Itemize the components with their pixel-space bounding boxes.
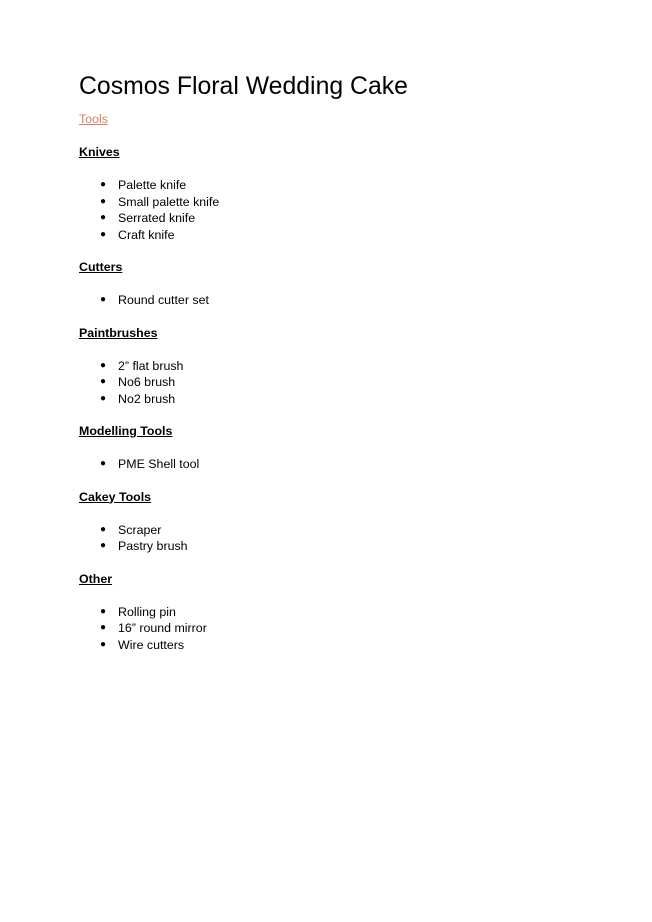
bullet-icon: ●	[100, 359, 107, 371]
item-label: Palette knife	[118, 178, 187, 192]
item-label: Pastry brush	[118, 539, 188, 553]
list-item	[79, 456, 579, 473]
list-item	[79, 227, 579, 244]
item-label: PME Shell tool	[118, 457, 200, 471]
item-label: Scraper	[118, 522, 162, 537]
section-heading: Cakey Tools	[79, 489, 152, 504]
section-cutters	[79, 259, 579, 309]
item-label: No6 brush	[118, 375, 176, 389]
section-heading: Other	[79, 571, 113, 586]
bullet-icon: ●	[100, 294, 107, 305]
list-item	[79, 292, 579, 309]
list-item	[79, 620, 579, 637]
section-other	[79, 571, 579, 654]
bullet-icon: ●	[100, 523, 107, 535]
section-heading: Modelling Tools	[79, 424, 173, 438]
list-item	[79, 358, 579, 375]
bullet-icon: ●	[100, 392, 107, 404]
section-cakey-tools	[79, 489, 579, 555]
section-heading: Cutters	[79, 260, 123, 274]
tools-heading: Tools	[79, 112, 108, 126]
item-list	[79, 456, 579, 473]
bullet-icon: ●	[100, 605, 107, 617]
item-label: Serrated knife	[118, 211, 196, 225]
section-heading: Paintbrushes	[79, 325, 158, 340]
list-item	[79, 374, 579, 391]
bullet-icon: ●	[100, 228, 107, 240]
section-knives	[79, 144, 579, 243]
item-label: 16” round mirror	[118, 621, 207, 635]
list-item	[79, 538, 579, 555]
item-list	[79, 604, 579, 654]
item-list	[79, 522, 579, 555]
list-item	[79, 604, 579, 621]
item-label: Round cutter set	[118, 293, 209, 307]
section-paintbrushes	[79, 325, 579, 408]
bullet-icon: ●	[100, 179, 107, 190]
item-list	[79, 177, 579, 243]
bullet-icon: ●	[100, 212, 107, 223]
list-item	[79, 194, 579, 211]
bullet-icon: ●	[100, 540, 107, 551]
list-item	[79, 391, 579, 408]
item-label: No2 brush	[118, 391, 176, 406]
list-item	[79, 637, 579, 654]
bullet-icon: ●	[100, 376, 107, 387]
bullet-icon: ●	[100, 638, 107, 650]
section-heading: Knives	[79, 145, 120, 159]
item-label: Craft knife	[118, 227, 175, 242]
list-item	[79, 522, 579, 539]
bullet-icon: ●	[100, 195, 107, 207]
bullet-icon: ●	[100, 622, 107, 633]
item-list	[79, 292, 579, 309]
item-label: Rolling pin	[118, 604, 176, 619]
item-label: Small palette knife	[118, 194, 220, 209]
list-item	[79, 210, 579, 227]
document-title: Cosmos Floral Wedding Cake	[79, 73, 408, 100]
document-content	[79, 73, 579, 653]
item-label: 2” flat brush	[118, 358, 184, 373]
item-label: Wire cutters	[118, 637, 185, 652]
list-item	[79, 177, 579, 194]
section-modelling-tools	[79, 423, 579, 473]
item-list	[79, 358, 579, 408]
bullet-icon: ●	[100, 458, 107, 469]
